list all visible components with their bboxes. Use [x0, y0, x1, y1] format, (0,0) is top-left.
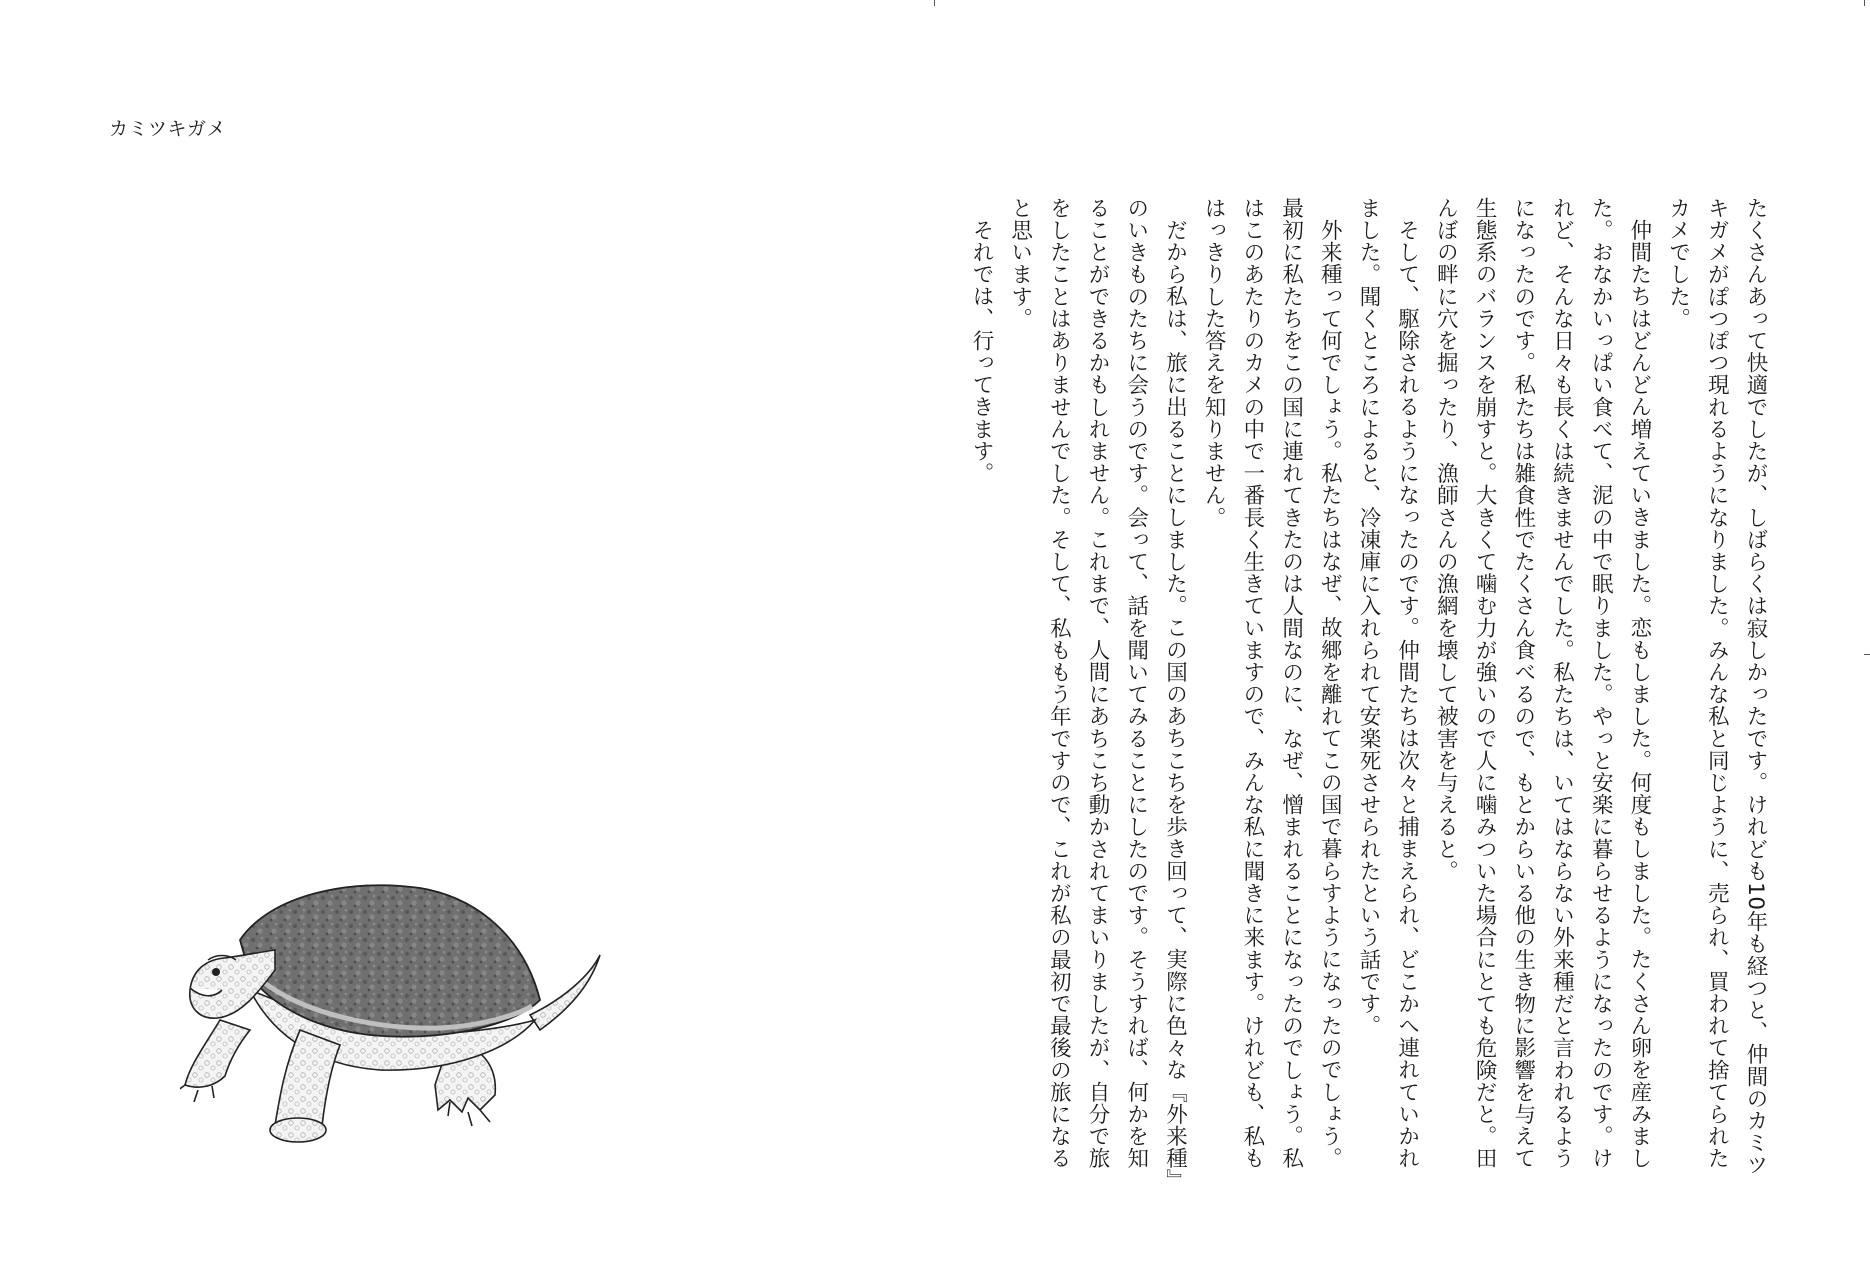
paragraph: たくさんあって快適でしたが、しばらくは寂しかったです。けれども10年も経つと、仲間のカミツキガメがぽつぽつ現れるようになりました。みんな私と同じように、売られ、買われて捨てられたカメでした。 — [1665, 197, 1768, 1176]
paragraph: だから私は、旅に出ることにしました。この国のあちこちを歩き回って、実際に色々な『外来種』のいきものたちに会うのです。会って、話を聞いてみることにしたのです。そうすれば、何かを知ることができるかもしれません。これまで、人間にあちこち動かされてまいりましたが、自分で旅をしたことはありませんでした。そして、私ももう年ですので、これが私の最初で最後の旅になると思います。 — [1007, 197, 1188, 1181]
crop-mark-corner — [1864, 0, 1865, 6]
paragraph: 外来種って何でしょう。私たちはなぜ、故郷を離れてこの国で暮らすようになったのでしょう。最初に私たちをこの国に連れてきたのは人間なのに、なぜ、憎まれることになったのでしょう。私はこのあたりのカメの中で一番長く生きていますので、みんな私に聞きに来ます。けれども、私もはっきりした答えを知りません。 — [1201, 197, 1343, 1170]
paragraph: そして、駆除されるようになったのです。仲間たちは次々と捕まえられ、どこかへ連れていかれました。聞くところによると、冷凍庫に入れられて安楽死させられたという話です。 — [1355, 197, 1420, 1169]
running-title: カミツキガメ — [109, 118, 227, 140]
crop-mark-right — [1864, 654, 1870, 655]
paragraph: それでは、行ってきます。 — [968, 218, 994, 484]
paragraph: 仲間たちはどんどん増えていきました。恋もしました。何度もしました。たくさん卵を産みました。おなかいっぱい食べて、泥の中で眠りました。やっと安楽に暮らせるようになったのです。けれど、そんな日々も長くは続きませんでした。私たちは、いてはならない外来種だと言われるようになったのです。私たちは雑食性でたくさん食べるので、もとからいる他の生き物に影響を与えて生態系のバランスを崩すと。大きくて噛む力が強いので人に噛みついた場合にとても危険だと。田んぼの畔に穴を掘ったり、漁師さんの漁網を壊して被害を与えると。 — [1433, 197, 1652, 1170]
body-text — [923, 197, 1774, 1187]
crop-mark-top — [934, 0, 935, 6]
snapping-turtle-illustration — [180, 880, 620, 1150]
